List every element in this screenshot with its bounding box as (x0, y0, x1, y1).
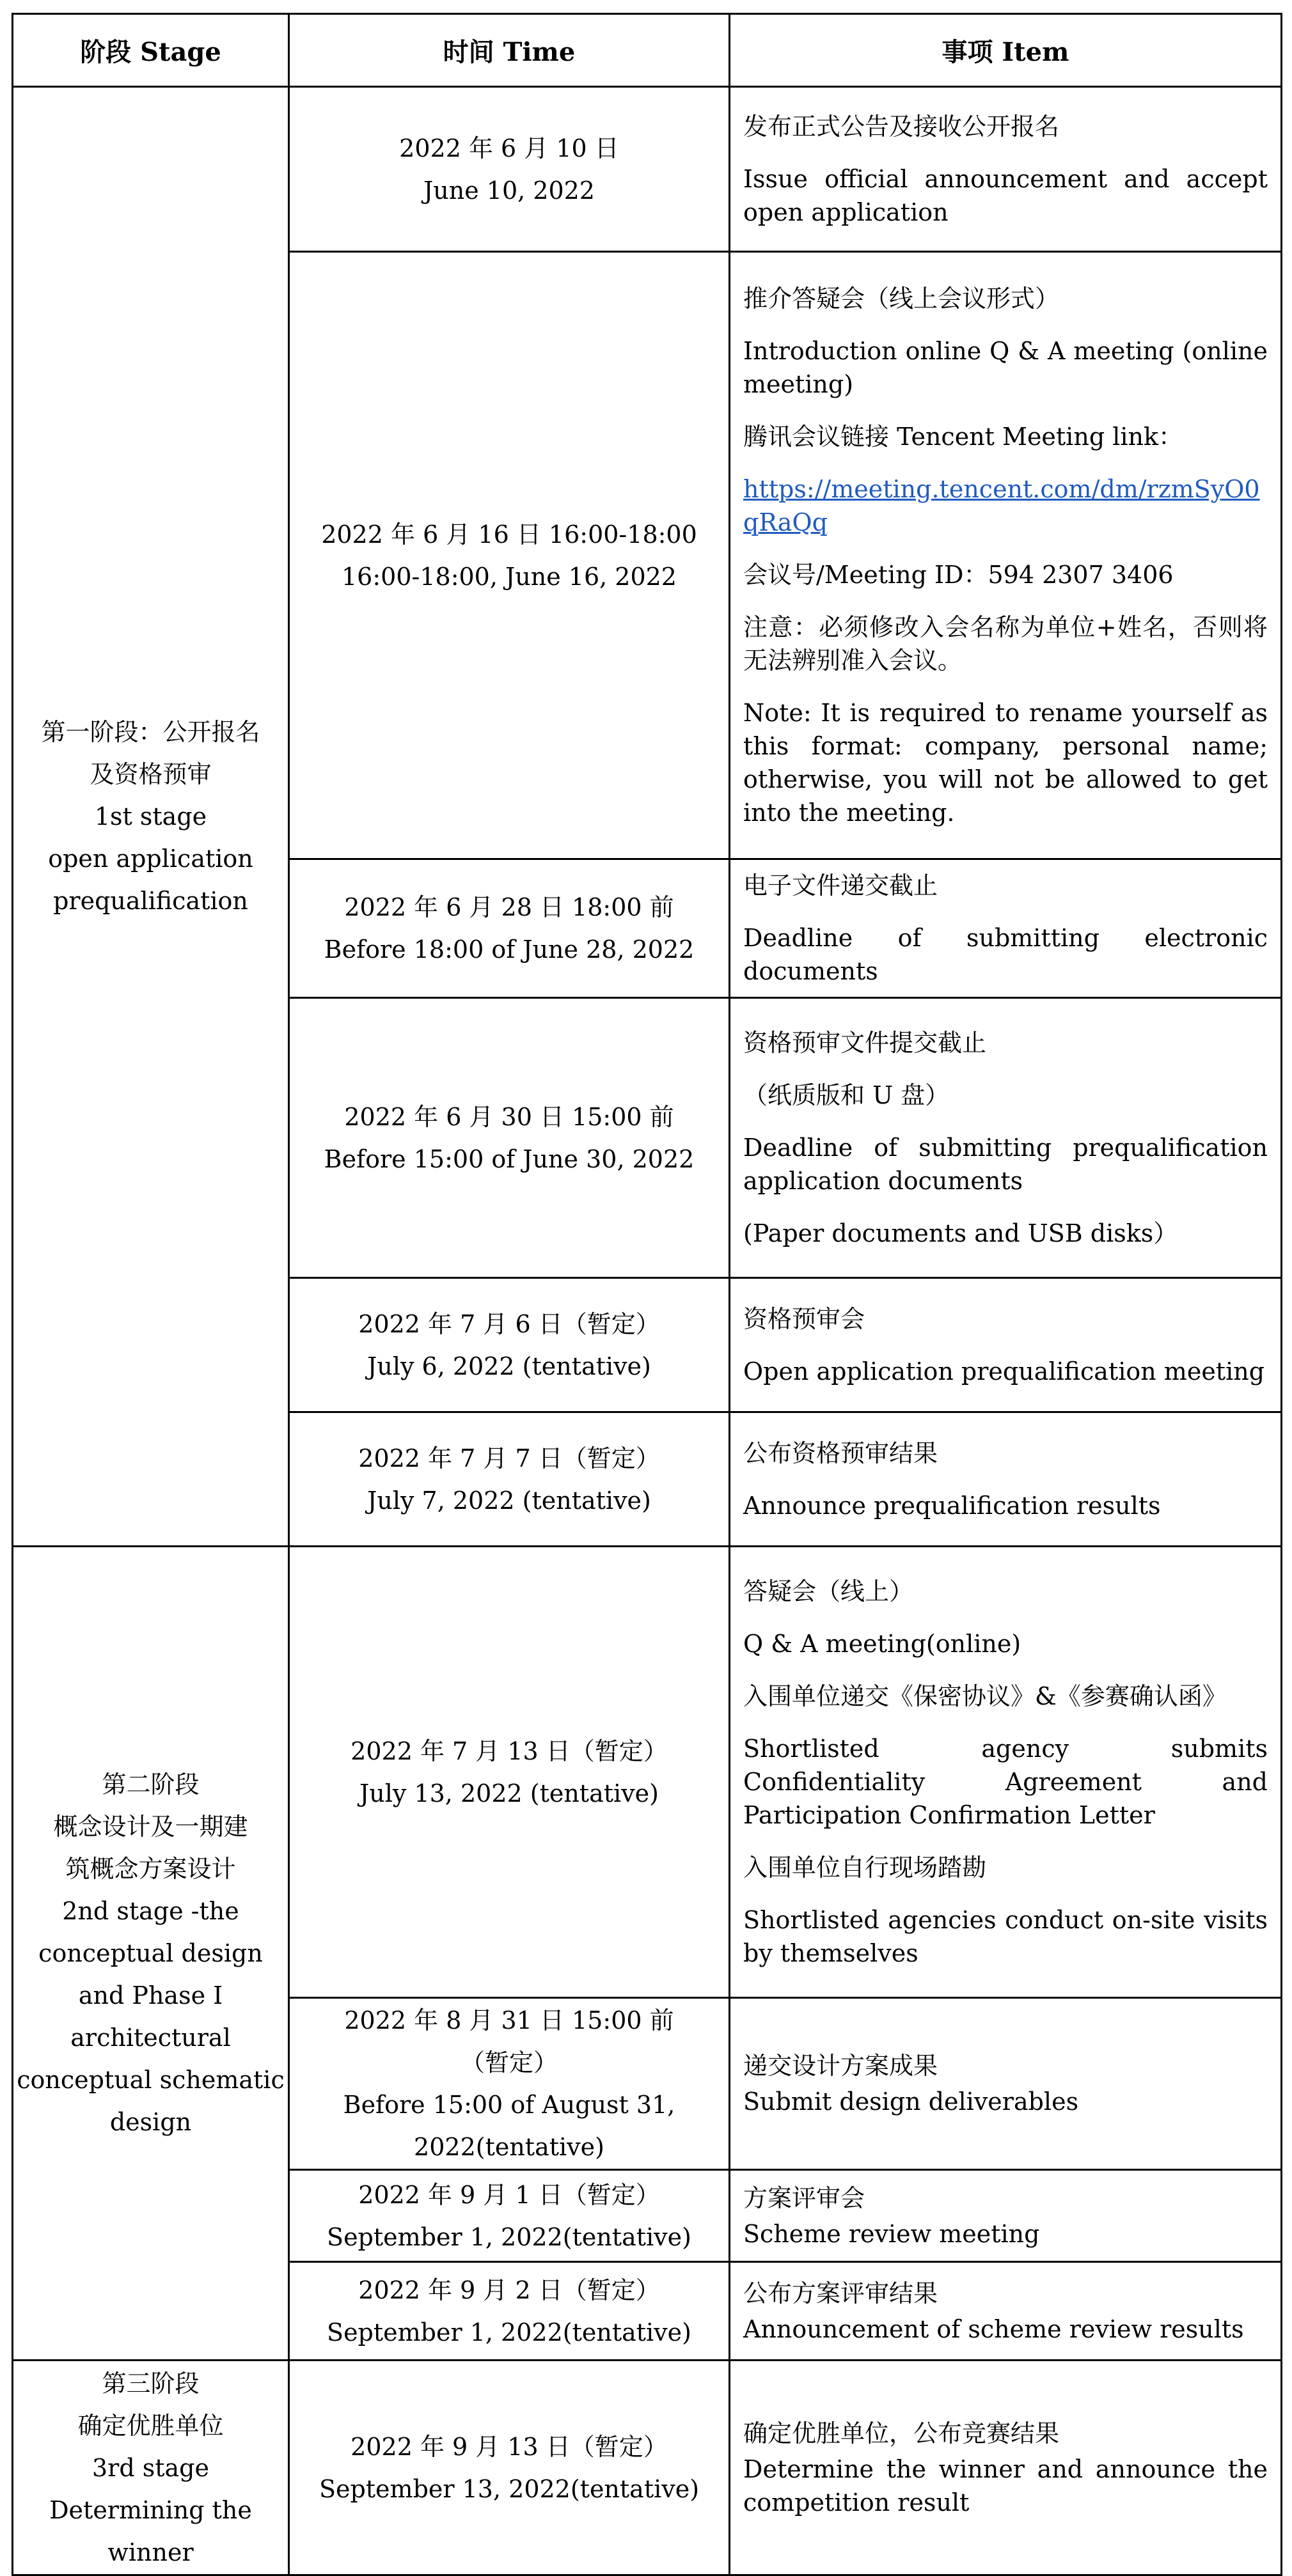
table-row (13, 1547, 1282, 1998)
item-paragraph: Announce prequalification results (743, 1491, 1161, 1520)
stage-label-line: 确定优胜单位 (77, 2411, 224, 2440)
time-line: September 1, 2022(tentative) (327, 2318, 691, 2346)
time-cell (289, 1547, 730, 1998)
time-cell (289, 1278, 730, 1412)
item-cell (730, 1547, 1282, 1998)
item-paragraph: （纸质版和 U 盘） (743, 1081, 950, 1109)
stage-label-line: 第二阶段 (102, 1770, 200, 1799)
time-cell (289, 1412, 730, 1547)
stage-label-line: prequalification (53, 887, 248, 915)
time-line: June 10, 2022 (423, 176, 595, 205)
time-cell (289, 2262, 730, 2361)
item-paragraph: (Paper documents and USB disks） (743, 1219, 1178, 1247)
item-paragraph: Deadline of submitting prequalification application documents (743, 1133, 1268, 1195)
stage-label-line: Determining the (49, 2495, 252, 2524)
stage-label-line: design (109, 2108, 192, 2136)
time-cell (289, 252, 730, 859)
item-paragraph: Q & A meeting(online) (743, 1629, 1021, 1658)
stage-label-line: conceptual design (38, 1939, 263, 1967)
item-paragraph: 答疑会（线上） (743, 1577, 914, 1605)
stage-label-line: 筑概念方案设计 (65, 1855, 236, 1883)
time-line: September 1, 2022(tentative) (327, 2222, 691, 2251)
time-line: Before 15:00 of June 30, 2022 (324, 1144, 695, 1173)
item-paragraph: Open application prequalification meeting (743, 1357, 1265, 1386)
time-line: 16:00-18:00, June 16, 2022 (342, 562, 677, 591)
item-paragraph: Shortlisted agency submits Confidentiality Agreement and Participation Confirmation Letter (743, 1734, 1268, 1829)
time-line: 2022 年 6 月 28 日 18:00 前 (344, 893, 674, 921)
item-paragraph: 公布资格预审结果 (743, 1439, 938, 1467)
item-cell (730, 1412, 1282, 1547)
item-cell (730, 252, 1282, 859)
item-paragraph: Introduction online Q & A meeting (online meeting) (743, 336, 1268, 398)
item-cell (730, 998, 1282, 1278)
item-paragraph: 资格预审文件提交截止 (743, 1028, 987, 1057)
stage-label-line: 1st stage (94, 802, 207, 831)
time-line: 2022 年 8 月 31 日 15:00 前 (344, 2006, 674, 2034)
item-cell (730, 2262, 1282, 2361)
item-paragraph: 入围单位自行现场踏勘 (743, 1853, 987, 1882)
time-line: July 13, 2022 (tentative) (359, 1779, 659, 1807)
header-stage: 阶段 Stage (13, 14, 289, 87)
time-line: 2022 年 6 月 10 日 (399, 134, 619, 162)
stage-label-line: 第一阶段：公开报名 (41, 718, 260, 746)
item-paragraph: Determine the winner and announce the competition result (743, 2455, 1268, 2517)
item-cell (730, 2170, 1282, 2262)
header-time: 时间 Time (289, 14, 730, 87)
item-paragraph: 会议号/Meeting ID：594 2307 3406 (743, 560, 1174, 589)
time-line: Before 18:00 of June 28, 2022 (324, 935, 695, 964)
stage-label-line: 3rd stage (92, 2453, 209, 2482)
stage-label-line: open application (48, 845, 253, 873)
item-cell (730, 1998, 1282, 2170)
stage-label-line: 概念设计及一期建 (53, 1813, 248, 1841)
time-line: 2022 年 6 月 16 日 16:00-18:00 (321, 520, 697, 549)
stage-label-line: 2nd stage -the (62, 1897, 239, 1925)
time-line: 2022 年 7 月 7 日（暂定） (358, 1444, 660, 1472)
time-cell (289, 87, 730, 252)
stage-label-line: architectural (70, 2024, 231, 2052)
table-row (13, 87, 1282, 252)
item-paragraph: 推介答疑会（线上会议形式） (743, 284, 1060, 313)
item-paragraph: 确定优胜单位，公布竞赛结果 (743, 2419, 1060, 2447)
item-paragraph: 发布正式公告及接收公开报名 (743, 112, 1060, 141)
time-cell (289, 998, 730, 1278)
table-row (13, 2361, 1282, 2575)
item-paragraph: 公布方案评审结果 (743, 2279, 938, 2307)
time-line: 2022(tentative) (414, 2133, 604, 2161)
item-paragraph: Deadline of submitting electronic documents (743, 924, 1268, 985)
time-line: 2022 年 9 月 13 日（暂定） (351, 2432, 668, 2461)
item-paragraph: 注意：必须修改入会名称为单位+姓名，否则将无法辨别准入会议。 (743, 613, 1268, 675)
stage-label-line: and Phase I (78, 1981, 223, 2010)
time-cell (289, 859, 730, 998)
stage-label-line: 及资格预审 (90, 760, 212, 788)
time-line: Before 15:00 of August 31, (343, 2091, 675, 2119)
item-paragraph: 腾讯会议链接 Tencent Meeting link： (743, 422, 1183, 451)
time-line: September 13, 2022(tentative) (319, 2474, 700, 2503)
item-paragraph: Issue official announcement and accept open application (743, 164, 1268, 226)
time-cell (289, 1998, 730, 2170)
time-line: 2022 年 9 月 2 日（暂定） (358, 2275, 660, 2304)
item-paragraph: 递交设计方案成果 (743, 2052, 938, 2080)
tencent-meeting-link[interactable]: https://meeting.tencent.com/dm/rzmSyO0qRaQq (743, 474, 1260, 536)
header-item: 事项 Item (730, 14, 1282, 87)
time-line: 2022 年 9 月 1 日（暂定） (358, 2180, 660, 2209)
item-paragraph: 方案评审会 (743, 2183, 865, 2212)
item-paragraph: 资格预审会 (743, 1304, 865, 1333)
time-cell (289, 2361, 730, 2575)
stage-label-line: winner (107, 2538, 194, 2566)
stage-1-cell (13, 87, 289, 1547)
time-line: 2022 年 7 月 13 日（暂定） (351, 1737, 668, 1765)
item-paragraph: Shortlisted agencies conduct on-site visits by themselves (743, 1905, 1268, 1967)
time-line: （暂定） (460, 2049, 558, 2077)
item-cell (730, 1278, 1282, 1412)
item-cell (730, 87, 1282, 252)
stage-label-line: 第三阶段 (102, 2369, 200, 2398)
competition-schedule-table (12, 13, 1282, 2576)
stage-2-cell (13, 1547, 289, 2361)
time-line: 2022 年 7 月 6 日（暂定） (358, 1309, 660, 1338)
item-cell (730, 2361, 1282, 2575)
item-paragraph: Announcement of scheme review results (743, 2314, 1244, 2343)
item-paragraph: Note: It is required to rename yourself as this format: company, personal name; otherwise, you will not be allowed to get into the meeting. (743, 698, 1268, 827)
stage-3-cell (13, 2361, 289, 2575)
item-paragraph: Scheme review meeting (743, 2219, 1040, 2248)
item-paragraph: 电子文件递交截止 (743, 871, 938, 900)
item-paragraph: Submit design deliverables (743, 2088, 1079, 2116)
time-line: July 6, 2022 (tentative) (367, 1352, 651, 1380)
header-row (13, 14, 1282, 87)
item-paragraph: 入围单位递交《保密协议》&《参赛确认函》 (743, 1682, 1227, 1710)
time-line: July 7, 2022 (tentative) (367, 1486, 651, 1515)
item-cell (730, 859, 1282, 998)
meeting-link-paragraph (743, 472, 1268, 539)
time-cell (289, 2170, 730, 2262)
stage-label-line: conceptual schematic (17, 2066, 285, 2094)
time-line: 2022 年 6 月 30 日 15:00 前 (344, 1102, 674, 1131)
